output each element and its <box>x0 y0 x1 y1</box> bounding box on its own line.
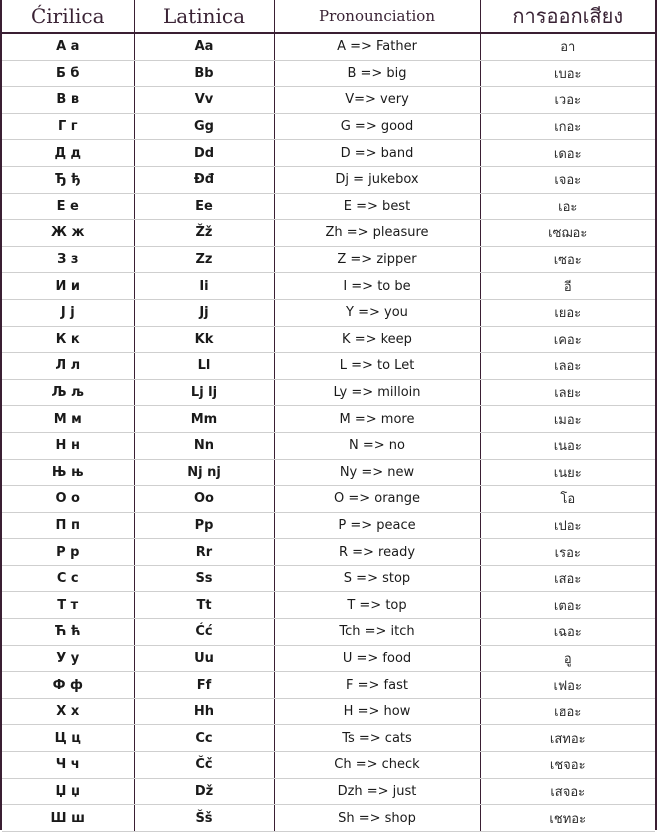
cyrillic-cell: С с <box>2 565 134 592</box>
cyrillic-cell: Д д <box>2 140 134 167</box>
pronunciation-cell: K => keep <box>274 326 480 353</box>
thai-cell: เฮอะ <box>480 698 655 725</box>
header-cyrillic: Ćirilica <box>2 0 134 33</box>
cyrillic-cell: А а <box>2 33 134 60</box>
table-row <box>2 805 655 832</box>
cyrillic-cell: Ж ж <box>2 220 134 247</box>
latin-cell: Šš <box>134 805 274 832</box>
table-row <box>2 220 655 247</box>
table-row <box>2 725 655 752</box>
pronunciation-cell: Ch => check <box>274 752 480 779</box>
pronunciation-cell: I => to be <box>274 273 480 300</box>
thai-cell: เนอะ <box>480 432 655 459</box>
latin-cell: Gg <box>134 113 274 140</box>
pronunciation-cell: U => food <box>274 645 480 672</box>
alphabet-table <box>2 0 655 832</box>
table-row <box>2 752 655 779</box>
latin-cell: Kk <box>134 326 274 353</box>
thai-cell: เบอะ <box>480 60 655 87</box>
cyrillic-cell: И и <box>2 273 134 300</box>
cyrillic-cell: Ћ ћ <box>2 619 134 646</box>
cyrillic-cell: Ј ј <box>2 299 134 326</box>
thai-cell: เวอะ <box>480 87 655 114</box>
pronunciation-cell: O => orange <box>274 486 480 513</box>
latin-cell: Ee <box>134 193 274 220</box>
latin-cell: Dd <box>134 140 274 167</box>
pronunciation-cell: A => Father <box>274 33 480 60</box>
cyrillic-cell: Л л <box>2 353 134 380</box>
thai-cell: เชทอะ <box>480 805 655 832</box>
cyrillic-cell: Н н <box>2 432 134 459</box>
cyrillic-cell: Ђ ђ <box>2 166 134 193</box>
cyrillic-cell: Е е <box>2 193 134 220</box>
table-row <box>2 113 655 140</box>
pronunciation-cell: E => best <box>274 193 480 220</box>
table-row <box>2 87 655 114</box>
thai-cell: เลอะ <box>480 353 655 380</box>
thai-cell: เกอะ <box>480 113 655 140</box>
table-row <box>2 565 655 592</box>
latin-cell: Mm <box>134 406 274 433</box>
pronunciation-cell: H => how <box>274 698 480 725</box>
table-row <box>2 778 655 805</box>
thai-cell: เฟอะ <box>480 672 655 699</box>
pronunciation-cell: L => to Let <box>274 353 480 380</box>
table-row <box>2 166 655 193</box>
cyrillic-cell: Љ љ <box>2 379 134 406</box>
table-row <box>2 60 655 87</box>
thai-cell: เนยะ <box>480 459 655 486</box>
table-row <box>2 406 655 433</box>
pronunciation-cell: G => good <box>274 113 480 140</box>
latin-cell: Rr <box>134 539 274 566</box>
cyrillic-cell: П п <box>2 512 134 539</box>
thai-cell: เคอะ <box>480 326 655 353</box>
table-row <box>2 698 655 725</box>
header-latin: Latinica <box>134 0 274 33</box>
pronunciation-cell: M => more <box>274 406 480 433</box>
pronunciation-cell: R => ready <box>274 539 480 566</box>
table-row <box>2 672 655 699</box>
thai-cell: เฉอะ <box>480 619 655 646</box>
latin-cell: Ll <box>134 353 274 380</box>
latin-cell: Jj <box>134 299 274 326</box>
table-row <box>2 246 655 273</box>
thai-cell: เมอะ <box>480 406 655 433</box>
table-row <box>2 539 655 566</box>
cyrillic-cell: Ц ц <box>2 725 134 752</box>
cyrillic-cell: Џ џ <box>2 778 134 805</box>
thai-cell: อู <box>480 645 655 672</box>
table-row <box>2 619 655 646</box>
latin-cell: Uu <box>134 645 274 672</box>
pronunciation-cell: Zh => pleasure <box>274 220 480 247</box>
thai-cell: เสจอะ <box>480 778 655 805</box>
latin-cell: Nj nj <box>134 459 274 486</box>
header-row <box>2 0 655 33</box>
table-body <box>2 33 655 831</box>
table-row <box>2 459 655 486</box>
table-row <box>2 512 655 539</box>
thai-cell: เจอะ <box>480 166 655 193</box>
cyrillic-cell: Р р <box>2 539 134 566</box>
pronunciation-cell: Z => zipper <box>274 246 480 273</box>
cyrillic-cell: Њ њ <box>2 459 134 486</box>
table-row <box>2 299 655 326</box>
cyrillic-cell: М м <box>2 406 134 433</box>
latin-cell: Tt <box>134 592 274 619</box>
cyrillic-cell: О о <box>2 486 134 513</box>
pronunciation-cell: Dzh => just <box>274 778 480 805</box>
thai-cell: เชจอะ <box>480 752 655 779</box>
cyrillic-cell: Ш ш <box>2 805 134 832</box>
latin-cell: Ff <box>134 672 274 699</box>
table-row <box>2 486 655 513</box>
latin-cell: Zz <box>134 246 274 273</box>
pronunciation-cell: V=> very <box>274 87 480 114</box>
cyrillic-cell: Ф ф <box>2 672 134 699</box>
pronunciation-cell: Sh => shop <box>274 805 480 832</box>
pronunciation-cell: Dj = jukebox <box>274 166 480 193</box>
table-row <box>2 273 655 300</box>
pronunciation-cell: Ny => new <box>274 459 480 486</box>
latin-cell: Cc <box>134 725 274 752</box>
latin-cell: Lj lj <box>134 379 274 406</box>
thai-cell: อี <box>480 273 655 300</box>
table-row <box>2 33 655 60</box>
latin-cell: Bb <box>134 60 274 87</box>
thai-cell: เสอะ <box>480 565 655 592</box>
pronunciation-cell: B => big <box>274 60 480 87</box>
latin-cell: Žž <box>134 220 274 247</box>
thai-cell: เยอะ <box>480 299 655 326</box>
table-row <box>2 379 655 406</box>
thai-cell: เรอะ <box>480 539 655 566</box>
pronunciation-cell: P => peace <box>274 512 480 539</box>
latin-cell: Vv <box>134 87 274 114</box>
latin-cell: Aa <box>134 33 274 60</box>
cyrillic-cell: Х х <box>2 698 134 725</box>
table-row <box>2 353 655 380</box>
table-row <box>2 140 655 167</box>
pronunciation-cell: Ts => cats <box>274 725 480 752</box>
latin-cell: Nn <box>134 432 274 459</box>
thai-cell: เตอะ <box>480 592 655 619</box>
pronunciation-cell: Ly => milloin <box>274 379 480 406</box>
pronunciation-cell: Y => you <box>274 299 480 326</box>
cyrillic-cell: У у <box>2 645 134 672</box>
pronunciation-cell: D => band <box>274 140 480 167</box>
table-row <box>2 592 655 619</box>
cyrillic-cell: Т т <box>2 592 134 619</box>
thai-cell: เสทอะ <box>480 725 655 752</box>
thai-cell: เดอะ <box>480 140 655 167</box>
latin-cell: Đđ <box>134 166 274 193</box>
pronunciation-cell: Tch => itch <box>274 619 480 646</box>
thai-cell: เปอะ <box>480 512 655 539</box>
cyrillic-cell: Г г <box>2 113 134 140</box>
cyrillic-cell: В в <box>2 87 134 114</box>
latin-cell: Oo <box>134 486 274 513</box>
thai-cell: เอะ <box>480 193 655 220</box>
cyrillic-cell: З з <box>2 246 134 273</box>
cyrillic-cell: Ч ч <box>2 752 134 779</box>
header-thai: การออกเสียง <box>480 0 655 33</box>
pronunciation-cell: S => stop <box>274 565 480 592</box>
latin-cell: Dž <box>134 778 274 805</box>
table-row <box>2 193 655 220</box>
table-row <box>2 326 655 353</box>
latin-cell: Hh <box>134 698 274 725</box>
cyrillic-cell: К к <box>2 326 134 353</box>
thai-cell: เซอะ <box>480 246 655 273</box>
cyrillic-cell: Б б <box>2 60 134 87</box>
pronunciation-cell: F => fast <box>274 672 480 699</box>
table-row <box>2 432 655 459</box>
latin-cell: Čč <box>134 752 274 779</box>
header-pronunciation: Pronounciation <box>274 0 480 33</box>
table-row <box>2 645 655 672</box>
thai-cell: เลยะ <box>480 379 655 406</box>
pronunciation-cell: T => top <box>274 592 480 619</box>
pronunciation-cell: N => no <box>274 432 480 459</box>
latin-cell: Ćć <box>134 619 274 646</box>
latin-cell: Pp <box>134 512 274 539</box>
thai-cell: โอ <box>480 486 655 513</box>
thai-cell: อา <box>480 33 655 60</box>
latin-cell: Ii <box>134 273 274 300</box>
latin-cell: Ss <box>134 565 274 592</box>
thai-cell: เซฌอะ <box>480 220 655 247</box>
